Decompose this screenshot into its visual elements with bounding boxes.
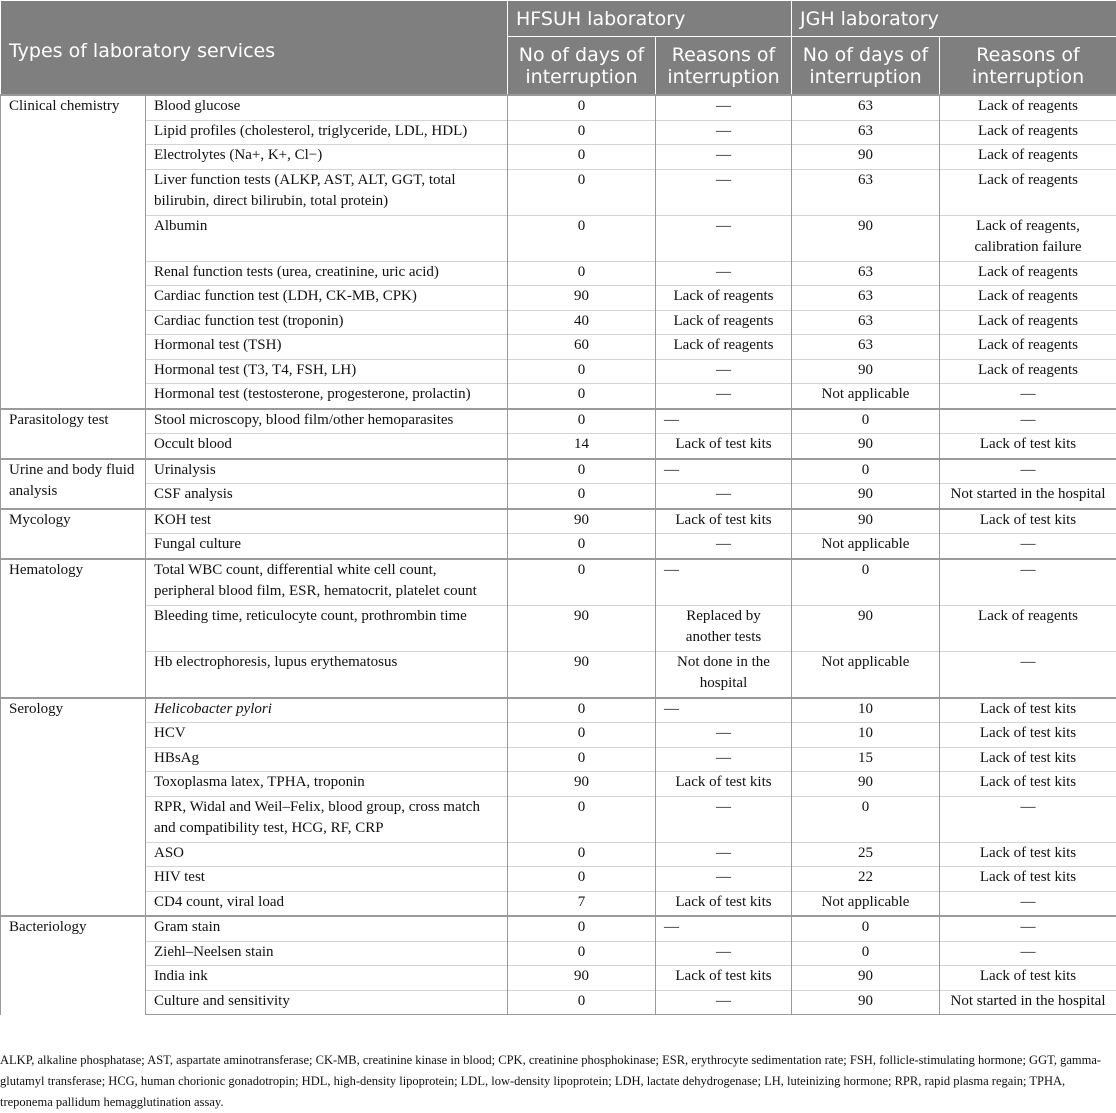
table-row <box>1 310 1116 335</box>
jgh-reason: Lack of test kits <box>940 747 1116 772</box>
table-row <box>1 747 1116 772</box>
jgh-days: 63 <box>792 95 940 120</box>
service-name: Hormonal test (testosterone, progesterone, prolactin) <box>146 384 508 409</box>
table-row <box>1 796 1116 842</box>
header-jgh-reasons: Reasons of interruption <box>940 37 1116 96</box>
jgh-days: 90 <box>792 145 940 170</box>
jgh-reason: Lack of test kits <box>940 867 1116 892</box>
jgh-days: 90 <box>792 509 940 534</box>
service-name: Bleeding time, reticulocyte count, prothrombin time <box>146 605 508 651</box>
hfsuh-reason: Lack of reagents <box>656 286 792 311</box>
hfsuh-reason: Replaced by another tests <box>656 605 792 651</box>
jgh-days: 25 <box>792 842 940 867</box>
table-row <box>1 966 1116 991</box>
hfsuh-days: 0 <box>508 120 656 145</box>
jgh-days: 90 <box>792 605 940 651</box>
hfsuh-reason: — <box>656 723 792 748</box>
jgh-days: 10 <box>792 698 940 723</box>
hfsuh-reason: Lack of test kits <box>656 434 792 459</box>
service-name: Electrolytes (Na+, K+, Cl−) <box>146 145 508 170</box>
table-row <box>1 867 1116 892</box>
jgh-days: 90 <box>792 772 940 797</box>
jgh-days: 0 <box>792 559 940 606</box>
category-bacteriology: Bacteriology <box>1 916 146 1015</box>
service-name: Blood glucose <box>146 95 508 120</box>
hfsuh-days: 90 <box>508 651 656 698</box>
table-row <box>1 723 1116 748</box>
hfsuh-days: 0 <box>508 559 656 606</box>
hfsuh-days: 0 <box>508 359 656 384</box>
service-name: Ziehl–Neelsen stain <box>146 941 508 966</box>
hfsuh-reason: — <box>656 534 792 559</box>
hfsuh-reason: — <box>656 747 792 772</box>
jgh-days: 15 <box>792 747 940 772</box>
jgh-reason: Lack of test kits <box>940 842 1116 867</box>
jgh-reason: Lack of reagents <box>940 335 1116 360</box>
jgh-days: 90 <box>792 434 940 459</box>
hfsuh-reason: — <box>656 409 792 434</box>
service-name: Urinalysis <box>146 459 508 484</box>
table-row <box>1 534 1116 559</box>
hfsuh-reason: — <box>656 796 792 842</box>
service-name: Cardiac function test (troponin) <box>146 310 508 335</box>
jgh-days: 90 <box>792 359 940 384</box>
jgh-days: 90 <box>792 990 940 1015</box>
hfsuh-reason: Lack of test kits <box>656 772 792 797</box>
jgh-reason: — <box>940 651 1116 698</box>
service-name: India ink <box>146 966 508 991</box>
jgh-reason: Lack of test kits <box>940 698 1116 723</box>
hfsuh-reason: Lack of test kits <box>656 891 792 916</box>
hfsuh-days: 0 <box>508 95 656 120</box>
jgh-reason: Lack of test kits <box>940 434 1116 459</box>
category-urine-body-fluid: Urine and body fluid analysis <box>1 459 146 509</box>
hfsuh-days: 0 <box>508 384 656 409</box>
table-row <box>1 698 1116 723</box>
hfsuh-days: 90 <box>508 509 656 534</box>
jgh-reason: Lack of reagents <box>940 261 1116 286</box>
jgh-days: 63 <box>792 261 940 286</box>
jgh-days: 90 <box>792 484 940 509</box>
table-row <box>1 169 1116 215</box>
table-row <box>1 484 1116 509</box>
hfsuh-reason: — <box>656 261 792 286</box>
jgh-days: Not applicable <box>792 534 940 559</box>
jgh-days: 63 <box>792 120 940 145</box>
table-row <box>1 434 1116 459</box>
jgh-reason: Lack of test kits <box>940 966 1116 991</box>
hfsuh-reason: Lack of test kits <box>656 509 792 534</box>
jgh-days: 63 <box>792 286 940 311</box>
hfsuh-reason: — <box>656 842 792 867</box>
jgh-days: 0 <box>792 409 940 434</box>
jgh-days: 63 <box>792 169 940 215</box>
jgh-reason: Not started in the hospital <box>940 990 1116 1015</box>
table-row <box>1 605 1116 651</box>
hfsuh-days: 7 <box>508 891 656 916</box>
jgh-reason: Lack of reagents <box>940 359 1116 384</box>
jgh-days: 10 <box>792 723 940 748</box>
table-row <box>1 384 1116 409</box>
table-row <box>1 335 1116 360</box>
jgh-days: 90 <box>792 215 940 261</box>
jgh-days: Not applicable <box>792 891 940 916</box>
jgh-reason: — <box>940 384 1116 409</box>
hfsuh-days: 0 <box>508 990 656 1015</box>
hfsuh-reason: Lack of test kits <box>656 966 792 991</box>
hfsuh-days: 0 <box>508 796 656 842</box>
table-row <box>1 509 1116 534</box>
jgh-reason: — <box>940 891 1116 916</box>
table-row <box>1 120 1116 145</box>
service-name: Culture and sensitivity <box>146 990 508 1015</box>
header-jgh-laboratory: JGH laboratory <box>792 1 1116 37</box>
jgh-days: 63 <box>792 335 940 360</box>
category-mycology: Mycology <box>1 509 146 559</box>
service-name: Hormonal test (T3, T4, FSH, LH) <box>146 359 508 384</box>
jgh-reason: — <box>940 409 1116 434</box>
jgh-reason: Not started in the hospital <box>940 484 1116 509</box>
jgh-reason: — <box>940 559 1116 606</box>
table-row <box>1 145 1116 170</box>
hfsuh-reason: — <box>656 384 792 409</box>
hfsuh-reason: — <box>656 698 792 723</box>
service-name: Fungal culture <box>146 534 508 559</box>
jgh-reason: Lack of reagents <box>940 310 1116 335</box>
jgh-reason: — <box>940 916 1116 941</box>
table-row <box>1 409 1116 434</box>
service-name: Cardiac function test (LDH, CK-MB, CPK) <box>146 286 508 311</box>
service-name: Total WBC count, differential white cell count, peripheral blood film, ESR, hematocrit, platelet count <box>146 559 508 606</box>
table-row <box>1 559 1116 606</box>
jgh-reason: Lack of test kits <box>940 772 1116 797</box>
jgh-days: 0 <box>792 459 940 484</box>
service-name: HCV <box>146 723 508 748</box>
table-row <box>1 215 1116 261</box>
hfsuh-days: 0 <box>508 747 656 772</box>
jgh-reason: Lack of reagents <box>940 286 1116 311</box>
hfsuh-days: 14 <box>508 434 656 459</box>
hfsuh-reason: — <box>656 990 792 1015</box>
service-name: HBsAg <box>146 747 508 772</box>
table-footnote: ALKP, alkaline phosphatase; AST, aspartate aminotransferase; CK-MB, creatinine kinase in blood; CPK, creatinine phosphokinase; ESR, erythrocyte sedimentation rate; FSH, follicle-stimulating hormone; GGT, gamma-glutamyl transferase; HCG, human chorionic gonadotropin; HDL, high-density lipoprotein; LDL, low-density lipoprotein; LDH, lactate dehydrogenase; LH, luteinizing hormone; RPR, rapid plasma regain; TPHA, treponema pallidum hemagglutination assay. <box>0 1050 1112 1113</box>
header-types-of-services: Types of laboratory services <box>1 1 508 96</box>
hfsuh-days: 0 <box>508 459 656 484</box>
hfsuh-days: 0 <box>508 261 656 286</box>
hfsuh-days: 0 <box>508 215 656 261</box>
jgh-reason: Lack of reagents <box>940 145 1116 170</box>
service-name: Stool microscopy, blood film/other hemoparasites <box>146 409 508 434</box>
jgh-days: Not applicable <box>792 651 940 698</box>
hfsuh-reason: Lack of reagents <box>656 335 792 360</box>
jgh-reason: Lack of test kits <box>940 509 1116 534</box>
service-name: Albumin <box>146 215 508 261</box>
table-row <box>1 459 1116 484</box>
hfsuh-reason: Not done in the hospital <box>656 651 792 698</box>
jgh-reason: Lack of reagents, calibration failure <box>940 215 1116 261</box>
hfsuh-reason: — <box>656 359 792 384</box>
category-hematology: Hematology <box>1 559 146 698</box>
hfsuh-days: 0 <box>508 941 656 966</box>
jgh-reason: — <box>940 534 1116 559</box>
hfsuh-reason: — <box>656 916 792 941</box>
hfsuh-reason: — <box>656 120 792 145</box>
service-name: ASO <box>146 842 508 867</box>
hfsuh-days: 0 <box>508 409 656 434</box>
service-name: Hormonal test (TSH) <box>146 335 508 360</box>
jgh-reason: — <box>940 459 1116 484</box>
table-row <box>1 941 1116 966</box>
jgh-days: 0 <box>792 941 940 966</box>
header-hfsuh-reasons: Reasons of interruption <box>656 37 792 96</box>
hfsuh-days: 0 <box>508 698 656 723</box>
hfsuh-days: 0 <box>508 145 656 170</box>
service-name: Lipid profiles (cholesterol, triglyceride, LDL, HDL) <box>146 120 508 145</box>
table-row <box>1 359 1116 384</box>
hfsuh-days: 0 <box>508 723 656 748</box>
service-name: Toxoplasma latex, TPHA, troponin <box>146 772 508 797</box>
hfsuh-days: 0 <box>508 867 656 892</box>
header-jgh-days: No of days of interruption <box>792 37 940 96</box>
jgh-days: 22 <box>792 867 940 892</box>
table-row <box>1 286 1116 311</box>
hfsuh-reason: — <box>656 145 792 170</box>
jgh-reason: Lack of test kits <box>940 723 1116 748</box>
hfsuh-days: 90 <box>508 605 656 651</box>
category-serology: Serology <box>1 698 146 917</box>
jgh-reason: Lack of reagents <box>940 169 1116 215</box>
hfsuh-days: 0 <box>508 842 656 867</box>
table-row <box>1 891 1116 916</box>
hfsuh-days: 0 <box>508 534 656 559</box>
category-parasitology-test: Parasitology test <box>1 409 146 459</box>
hfsuh-reason: — <box>656 215 792 261</box>
table-row <box>1 95 1116 120</box>
hfsuh-reason: — <box>656 169 792 215</box>
hfsuh-reason: — <box>656 867 792 892</box>
service-name: HIV test <box>146 867 508 892</box>
service-name: Hb electrophoresis, lupus erythematosus <box>146 651 508 698</box>
hfsuh-reason: — <box>656 95 792 120</box>
hfsuh-days: 90 <box>508 966 656 991</box>
table-row <box>1 651 1116 698</box>
service-name: Liver function tests (ALKP, AST, ALT, GGT, total bilirubin, direct bilirubin, total protein) <box>146 169 508 215</box>
service-name: Occult blood <box>146 434 508 459</box>
hfsuh-reason: Lack of reagents <box>656 310 792 335</box>
hfsuh-reason: — <box>656 484 792 509</box>
jgh-days: 90 <box>792 966 940 991</box>
header-hfsuh-days: No of days of interruption <box>508 37 656 96</box>
hfsuh-days: 0 <box>508 484 656 509</box>
service-name: CD4 count, viral load <box>146 891 508 916</box>
service-name: Helicobacter pylori <box>146 698 508 723</box>
service-name: RPR, Widal and Weil–Felix, blood group, cross match and compatibility test, HCG, RF, CRP <box>146 796 508 842</box>
service-name: CSF analysis <box>146 484 508 509</box>
hfsuh-days: 0 <box>508 916 656 941</box>
hfsuh-days: 0 <box>508 169 656 215</box>
hfsuh-days: 90 <box>508 772 656 797</box>
hfsuh-reason: — <box>656 459 792 484</box>
table-row <box>1 990 1116 1015</box>
hfsuh-reason: — <box>656 941 792 966</box>
hfsuh-days: 40 <box>508 310 656 335</box>
header-hfsuh-laboratory: HFSUH laboratory <box>508 1 792 37</box>
table-row <box>1 772 1116 797</box>
jgh-reason: — <box>940 796 1116 842</box>
hfsuh-reason: — <box>656 559 792 606</box>
jgh-days: Not applicable <box>792 384 940 409</box>
jgh-days: 63 <box>792 310 940 335</box>
service-name: Gram stain <box>146 916 508 941</box>
hfsuh-days: 90 <box>508 286 656 311</box>
jgh-reason: — <box>940 941 1116 966</box>
table-row <box>1 916 1116 941</box>
jgh-days: 0 <box>792 796 940 842</box>
service-name: Renal function tests (urea, creatinine, uric acid) <box>146 261 508 286</box>
table-row <box>1 842 1116 867</box>
jgh-reason: Lack of reagents <box>940 95 1116 120</box>
jgh-reason: Lack of reagents <box>940 605 1116 651</box>
service-name: KOH test <box>146 509 508 534</box>
table-row <box>1 261 1116 286</box>
jgh-reason: Lack of reagents <box>940 120 1116 145</box>
category-clinical-chemistry: Clinical chemistry <box>1 95 146 409</box>
hfsuh-days: 60 <box>508 335 656 360</box>
jgh-days: 0 <box>792 916 940 941</box>
